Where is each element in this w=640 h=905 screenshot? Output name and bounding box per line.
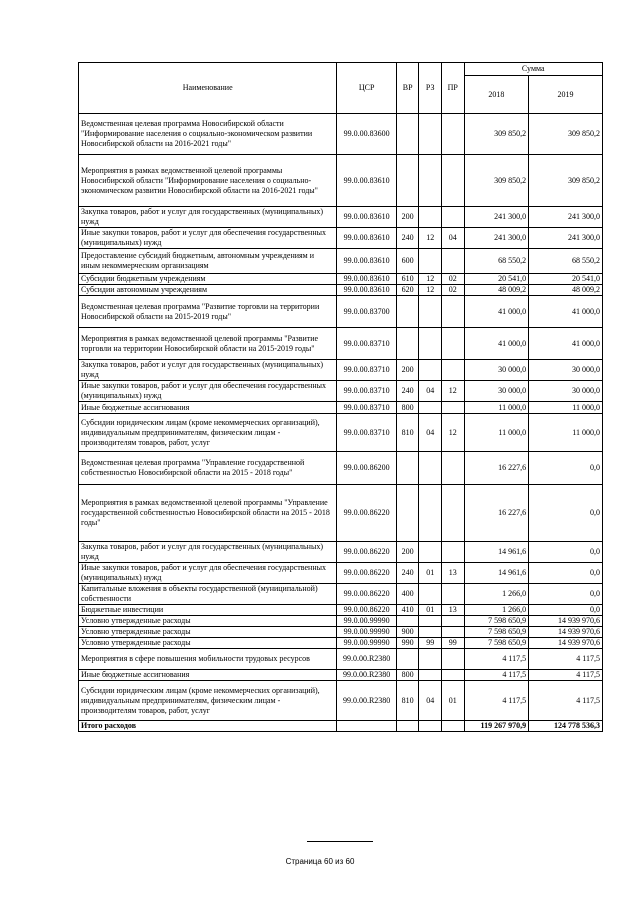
- table-row: [79, 381, 603, 402]
- cell-vr: 610: [396, 274, 419, 285]
- cell-2019: 241 300,0: [529, 228, 603, 249]
- cell-csr: 99.0.00.83710: [337, 402, 396, 414]
- cell-2018: 4 117,5: [464, 681, 529, 721]
- cell-csr: 99.0.00.83610: [337, 274, 396, 285]
- cell-2018: 241 300,0: [464, 228, 529, 249]
- cell-name: Ведомственная целевая программа Новосибирской области "Информирование населения о социально-экономическом развитии Новосибирской области на 2016-2021 годы": [79, 114, 337, 155]
- table-row: [79, 616, 603, 627]
- cell-2019: 41 000,0: [529, 296, 603, 328]
- cell-pr: 12: [441, 414, 464, 452]
- cell-2018: 241 300,0: [464, 207, 529, 228]
- cell-vr: 200: [396, 207, 419, 228]
- cell-name: Капитальные вложения в объекты государственной (муниципальной) собственности: [79, 584, 337, 605]
- cell-2019: 4 117,5: [529, 649, 603, 670]
- cell-rz: 04: [419, 414, 442, 452]
- cell-pr: [441, 627, 464, 638]
- header-csr: ЦСР: [337, 63, 396, 114]
- total-2019: 124 778 536,3: [529, 721, 603, 732]
- cell-2019: 309 850,2: [529, 155, 603, 207]
- cell-rz: [419, 627, 442, 638]
- cell-name: Субсидии автономным учреждениям: [79, 285, 337, 296]
- cell-csr: 99.0.00.83710: [337, 414, 396, 452]
- cell-pr: 01: [441, 681, 464, 721]
- cell-csr: 99.0.00.86220: [337, 485, 396, 542]
- cell-2019: 0,0: [529, 584, 603, 605]
- cell-vr: [396, 328, 419, 360]
- cell-2019: 30 000,0: [529, 360, 603, 381]
- cell-name: Субсидии юридическим лицам (кроме некоммерческих организаций), индивидуальным предпринимателям, физическим лицам - производителям товаров, работ, услуг: [79, 414, 337, 452]
- footer-separator: [307, 841, 373, 842]
- cell-vr: [396, 155, 419, 207]
- cell-pr: [441, 670, 464, 681]
- cell-2018: 41 000,0: [464, 296, 529, 328]
- cell-pr: 04: [441, 228, 464, 249]
- cell-vr: 810: [396, 414, 419, 452]
- cell-2018: 68 550,2: [464, 249, 529, 274]
- table-row: [79, 627, 603, 638]
- cell-csr: 99.0.00.86220: [337, 584, 396, 605]
- table-row: [79, 402, 603, 414]
- cell-2018: 1 266,0: [464, 584, 529, 605]
- table-row: [79, 249, 603, 274]
- cell-vr: 200: [396, 360, 419, 381]
- budget-table: [78, 62, 603, 732]
- table-row: [79, 681, 603, 721]
- cell-vr: 620: [396, 285, 419, 296]
- total-empty: [396, 721, 419, 732]
- cell-rz: 04: [419, 381, 442, 402]
- cell-rz: [419, 207, 442, 228]
- cell-csr: 99.0.00.99990: [337, 638, 396, 649]
- cell-pr: [441, 584, 464, 605]
- cell-vr: 800: [396, 402, 419, 414]
- header-pr: ПР: [441, 63, 464, 114]
- cell-2018: 14 961,6: [464, 563, 529, 584]
- cell-name: Мероприятия в рамках ведомственной целевой программы Новосибирской области "Информирование населения о социально-экономическом развитии Новосибирской области на 2016-2021 годы": [79, 155, 337, 207]
- cell-name: Закупка товаров, работ и услуг для государственных (муниципальных) нужд: [79, 360, 337, 381]
- cell-2018: 7 598 650,9: [464, 616, 529, 627]
- total-empty: [441, 721, 464, 732]
- cell-pr: [441, 649, 464, 670]
- cell-2019: 11 000,0: [529, 414, 603, 452]
- cell-2019: 0,0: [529, 542, 603, 563]
- cell-pr: 02: [441, 274, 464, 285]
- cell-vr: [396, 616, 419, 627]
- header-year-2019: 2019: [529, 76, 603, 114]
- header-sum: Сумма: [464, 63, 602, 76]
- cell-rz: 01: [419, 605, 442, 616]
- cell-pr: [441, 328, 464, 360]
- cell-2018: 16 227,6: [464, 452, 529, 485]
- cell-rz: 12: [419, 228, 442, 249]
- cell-pr: 99: [441, 638, 464, 649]
- cell-csr: 99.0.00.99990: [337, 627, 396, 638]
- cell-2019: 309 850,2: [529, 114, 603, 155]
- table-row: [79, 328, 603, 360]
- cell-2019: 0,0: [529, 563, 603, 584]
- cell-2018: 20 541,0: [464, 274, 529, 285]
- cell-vr: 900: [396, 627, 419, 638]
- cell-name: Иные бюджетные ассигнования: [79, 402, 337, 414]
- cell-rz: [419, 542, 442, 563]
- cell-name: Иные закупки товаров, работ и услуг для обеспечения государственных (муниципальных) нужд: [79, 563, 337, 584]
- cell-csr: 99.0.00.83710: [337, 328, 396, 360]
- cell-csr: 99.0.00.83610: [337, 285, 396, 296]
- cell-name: Мероприятия в рамках ведомственной целевой программы "Развитие торговли на территории Новосибирской области на 2015-2019 годы": [79, 328, 337, 360]
- cell-vr: 990: [396, 638, 419, 649]
- table-row: [79, 114, 603, 155]
- total-2018: 119 267 970,9: [464, 721, 529, 732]
- cell-name: Ведомственная целевая программа "Управление государственной собственностью Новосибирской области на 2015 - 2018 годы": [79, 452, 337, 485]
- table-row: [79, 563, 603, 584]
- cell-pr: [441, 542, 464, 563]
- table-row: [79, 228, 603, 249]
- cell-rz: [419, 360, 442, 381]
- cell-name: Предоставление субсидий бюджетным, автономным учреждениям и иным некоммерческим организациям: [79, 249, 337, 274]
- cell-2019: 0,0: [529, 605, 603, 616]
- table-row: [79, 274, 603, 285]
- cell-pr: [441, 452, 464, 485]
- cell-2019: 68 550,2: [529, 249, 603, 274]
- cell-vr: 600: [396, 249, 419, 274]
- cell-vr: 240: [396, 381, 419, 402]
- table-row: [79, 605, 603, 616]
- cell-pr: 13: [441, 605, 464, 616]
- cell-name: Закупка товаров, работ и услуг для государственных (муниципальных) нужд: [79, 207, 337, 228]
- cell-2018: 4 117,5: [464, 649, 529, 670]
- cell-pr: 12: [441, 381, 464, 402]
- cell-vr: 800: [396, 670, 419, 681]
- cell-2019: 20 541,0: [529, 274, 603, 285]
- cell-csr: 99.0.00.83610: [337, 155, 396, 207]
- cell-rz: [419, 485, 442, 542]
- cell-2018: 41 000,0: [464, 328, 529, 360]
- cell-rz: [419, 649, 442, 670]
- cell-2018: 7 598 650,9: [464, 638, 529, 649]
- cell-name: Субсидии юридическим лицам (кроме некоммерческих организаций), индивидуальным предпринимателям, физическим лицам - производителям товаров, работ, услуг: [79, 681, 337, 721]
- cell-2018: 30 000,0: [464, 360, 529, 381]
- cell-csr: 99.0.00.83610: [337, 207, 396, 228]
- table-row: [79, 452, 603, 485]
- cell-vr: 200: [396, 542, 419, 563]
- table-row: [79, 414, 603, 452]
- cell-2019: 41 000,0: [529, 328, 603, 360]
- cell-rz: [419, 155, 442, 207]
- table-row: [79, 485, 603, 542]
- cell-2018: 11 000,0: [464, 414, 529, 452]
- cell-2018: 16 227,6: [464, 485, 529, 542]
- cell-vr: [396, 485, 419, 542]
- cell-2019: 14 939 970,6: [529, 638, 603, 649]
- header-vr: ВР: [396, 63, 419, 114]
- cell-name: Условно утвержденные расходы: [79, 616, 337, 627]
- header-rz: РЗ: [419, 63, 442, 114]
- cell-2018: 30 000,0: [464, 381, 529, 402]
- cell-pr: [441, 207, 464, 228]
- cell-2018: 11 000,0: [464, 402, 529, 414]
- cell-name: Иные закупки товаров, работ и услуг для обеспечения государственных (муниципальных) нужд: [79, 381, 337, 402]
- cell-2019: 4 117,5: [529, 681, 603, 721]
- cell-name: Бюджетные инвестиции: [79, 605, 337, 616]
- cell-name: Мероприятия в рамках ведомственной целевой программы "Управление государственной собственностью Новосибирской области на 2015 - 2018 годы": [79, 485, 337, 542]
- cell-2018: 4 117,5: [464, 670, 529, 681]
- cell-name: Иные закупки товаров, работ и услуг для обеспечения государственных (муниципальных) нужд: [79, 228, 337, 249]
- cell-pr: [441, 249, 464, 274]
- cell-vr: 240: [396, 228, 419, 249]
- cell-pr: [441, 616, 464, 627]
- cell-pr: 02: [441, 285, 464, 296]
- table-body: [79, 114, 603, 732]
- total-row: [79, 721, 603, 732]
- cell-2018: 7 598 650,9: [464, 627, 529, 638]
- cell-rz: [419, 296, 442, 328]
- cell-csr: 99.0.00.83710: [337, 360, 396, 381]
- cell-rz: [419, 249, 442, 274]
- table-row: [79, 670, 603, 681]
- total-label: Итого расходов: [79, 721, 337, 732]
- cell-csr: 99.0.00.99990: [337, 616, 396, 627]
- cell-name: Условно утвержденные расходы: [79, 627, 337, 638]
- table-row: [79, 649, 603, 670]
- cell-rz: [419, 114, 442, 155]
- cell-2019: 30 000,0: [529, 381, 603, 402]
- cell-pr: [441, 155, 464, 207]
- cell-csr: 99.0.00.R2380: [337, 649, 396, 670]
- cell-vr: [396, 452, 419, 485]
- cell-csr: 99.0.00.83700: [337, 296, 396, 328]
- table-row: [79, 155, 603, 207]
- cell-vr: 400: [396, 584, 419, 605]
- cell-2019: 4 117,5: [529, 670, 603, 681]
- cell-2018: 48 009,2: [464, 285, 529, 296]
- cell-2019: 241 300,0: [529, 207, 603, 228]
- cell-csr: 99.0.00.86220: [337, 605, 396, 616]
- cell-rz: [419, 670, 442, 681]
- cell-rz: 12: [419, 285, 442, 296]
- cell-csr: 99.0.00.83710: [337, 381, 396, 402]
- cell-vr: [396, 296, 419, 328]
- total-empty: [419, 721, 442, 732]
- cell-name: Условно утвержденные расходы: [79, 638, 337, 649]
- cell-rz: [419, 452, 442, 485]
- cell-2018: 309 850,2: [464, 155, 529, 207]
- cell-pr: [441, 360, 464, 381]
- cell-2018: 14 961,6: [464, 542, 529, 563]
- table-row: [79, 638, 603, 649]
- cell-csr: 99.0.00.86220: [337, 542, 396, 563]
- cell-pr: [441, 114, 464, 155]
- table-row: [79, 584, 603, 605]
- cell-vr: [396, 114, 419, 155]
- cell-pr: 13: [441, 563, 464, 584]
- cell-name: Иные бюджетные ассигнования: [79, 670, 337, 681]
- cell-rz: [419, 584, 442, 605]
- cell-vr: 810: [396, 681, 419, 721]
- cell-rz: 99: [419, 638, 442, 649]
- cell-csr: 99.0.00.83610: [337, 249, 396, 274]
- cell-rz: [419, 616, 442, 627]
- cell-csr: 99.0.00.86220: [337, 563, 396, 584]
- cell-2018: 309 850,2: [464, 114, 529, 155]
- cell-csr: 99.0.00.86200: [337, 452, 396, 485]
- cell-vr: 240: [396, 563, 419, 584]
- table-row: [79, 207, 603, 228]
- cell-vr: [396, 649, 419, 670]
- cell-2019: 14 939 970,6: [529, 616, 603, 627]
- cell-2019: 48 009,2: [529, 285, 603, 296]
- cell-csr: 99.0.00.83610: [337, 228, 396, 249]
- cell-2019: 0,0: [529, 485, 603, 542]
- cell-name: Субсидии бюджетным учреждениям: [79, 274, 337, 285]
- table-row: [79, 285, 603, 296]
- cell-rz: 04: [419, 681, 442, 721]
- cell-rz: [419, 328, 442, 360]
- table-row: [79, 360, 603, 381]
- cell-rz: [419, 402, 442, 414]
- cell-name: Мероприятия в сфере повышения мобильности трудовых ресурсов: [79, 649, 337, 670]
- cell-csr: 99.0.00.R2380: [337, 681, 396, 721]
- cell-2019: 0,0: [529, 452, 603, 485]
- cell-csr: 99.0.00.83600: [337, 114, 396, 155]
- cell-csr: 99.0.00.R2380: [337, 670, 396, 681]
- cell-2019: 11 000,0: [529, 402, 603, 414]
- cell-rz: 12: [419, 274, 442, 285]
- cell-pr: [441, 402, 464, 414]
- cell-name: Закупка товаров, работ и услуг для государственных (муниципальных) нужд: [79, 542, 337, 563]
- header-name: Наименование: [79, 63, 337, 114]
- header-year-2018: 2018: [464, 76, 529, 114]
- cell-2019: 14 939 970,6: [529, 627, 603, 638]
- cell-pr: [441, 296, 464, 328]
- cell-vr: 410: [396, 605, 419, 616]
- cell-2018: 1 266,0: [464, 605, 529, 616]
- table-row: [79, 296, 603, 328]
- cell-pr: [441, 485, 464, 542]
- cell-name: Ведомственная целевая программа "Развитие торговли на территории Новосибирской области на 2015-2019 годы": [79, 296, 337, 328]
- cell-rz: 01: [419, 563, 442, 584]
- page-number: Страница 60 из 60: [285, 857, 355, 866]
- table-row: [79, 542, 603, 563]
- total-empty: [337, 721, 396, 732]
